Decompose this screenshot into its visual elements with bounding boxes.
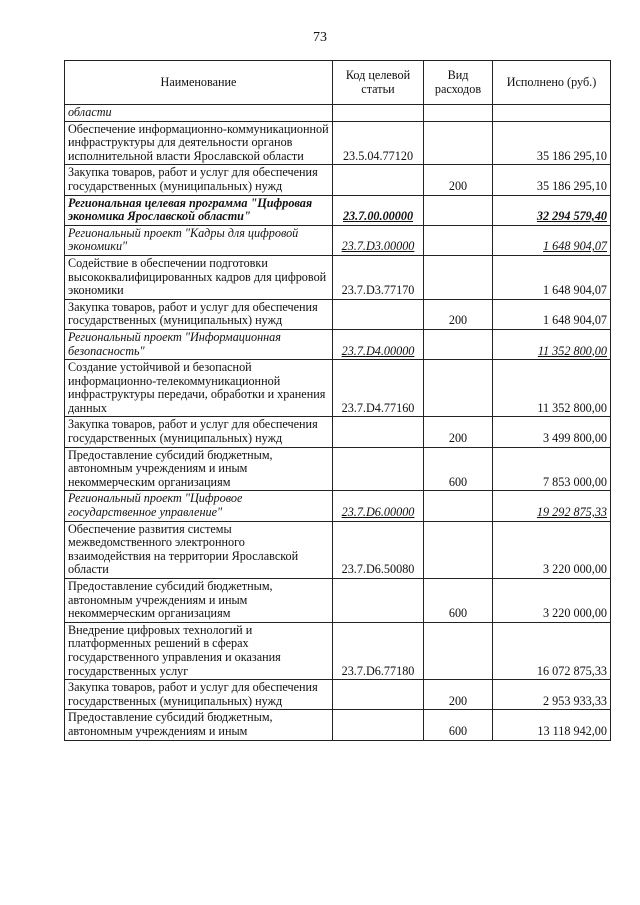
row-code — [333, 329, 424, 359]
row-name — [65, 360, 333, 417]
row-kind — [424, 225, 493, 255]
row-sum-text: 35 186 295,10 — [536, 148, 607, 163]
table-row — [65, 521, 611, 578]
row-sum — [493, 579, 611, 623]
row-sum — [493, 417, 611, 447]
row-name — [65, 329, 333, 359]
row-kind — [424, 579, 493, 623]
header-code: Код целевой статьи — [333, 61, 424, 105]
row-name — [65, 195, 333, 225]
row-sum — [493, 622, 611, 679]
table-row — [65, 195, 611, 225]
table-row — [65, 680, 611, 710]
table-body — [65, 105, 611, 741]
row-name-text: области — [68, 105, 112, 119]
row-code — [333, 299, 424, 329]
row-code — [333, 255, 424, 299]
row-kind — [424, 195, 493, 225]
row-kind — [424, 521, 493, 578]
row-sum-text: 1 648 904,07 — [543, 283, 607, 298]
row-kind — [424, 710, 493, 740]
row-sum — [493, 165, 611, 195]
row-code-text: 23.7.00.00000 — [342, 209, 414, 224]
row-name-text: Региональный проект "Информационная безопасность" — [68, 329, 281, 358]
row-code — [333, 225, 424, 255]
row-sum-text: 11 352 800,00 — [537, 400, 607, 415]
row-kind — [424, 299, 493, 329]
row-sum — [493, 255, 611, 299]
table-row — [65, 710, 611, 740]
header-sum: Исполнено (руб.) — [493, 61, 611, 105]
row-sum — [493, 299, 611, 329]
row-kind-text: 600 — [448, 474, 468, 489]
row-name-text: Создание устойчивой и безопасной информационно-телекоммуникационной инфраструктуры передачи, обработки и хранения данных — [68, 360, 326, 415]
row-name — [65, 622, 333, 679]
row-kind — [424, 491, 493, 521]
row-sum — [493, 447, 611, 491]
row-sum — [493, 360, 611, 417]
row-code — [333, 360, 424, 417]
row-name-text: Содействие в обеспечении подготовки высококвалифицированных кадров для цифровой экономики — [68, 255, 327, 298]
row-code-text: 23.7.D4.00000 — [341, 343, 415, 358]
table-row — [65, 165, 611, 195]
table-row — [65, 121, 611, 165]
row-code-text: 23.5.04.77120 — [342, 148, 414, 163]
row-code-text: 23.7.D3.77170 — [341, 283, 415, 298]
row-code — [333, 121, 424, 165]
row-sum-text: 3 499 800,00 — [543, 431, 607, 446]
row-code-text: 23.7.D6.77180 — [341, 663, 415, 678]
row-sum-text: 1 648 904,07 — [543, 313, 607, 328]
row-kind-text: 600 — [448, 723, 468, 738]
row-sum — [493, 491, 611, 521]
row-code — [333, 710, 424, 740]
row-code — [333, 680, 424, 710]
row-name-text: Закупка товаров, работ и услуг для обеспечения государственных (муниципальных) нужд — [68, 165, 318, 193]
row-sum-text: 32 294 579,40 — [536, 209, 607, 224]
row-sum-text: 35 186 295,10 — [536, 178, 607, 193]
row-sum — [493, 195, 611, 225]
row-sum-text: 13 118 942,00 — [537, 723, 607, 738]
row-code — [333, 165, 424, 195]
row-kind-text: 200 — [448, 431, 468, 446]
row-kind — [424, 105, 493, 122]
row-kind — [424, 329, 493, 359]
row-sum-text: 11 352 800,00 — [537, 343, 607, 358]
row-sum — [493, 710, 611, 740]
row-kind-text: 200 — [448, 693, 468, 708]
row-name-text: Обеспечение информационно-коммуникационной инфраструктуры для деятельности органов исполнительной власти Ярославской области — [68, 121, 329, 163]
row-sum-text: 3 220 000,00 — [543, 562, 607, 577]
row-kind — [424, 255, 493, 299]
row-code — [333, 622, 424, 679]
row-sum — [493, 329, 611, 359]
table-row — [65, 491, 611, 521]
row-name-text: Предоставление субсидий бюджетным, автономным учреждениям и иным — [68, 710, 273, 738]
header-kind: Вид расходов — [424, 61, 493, 105]
row-code-text: 23.7.D4.77160 — [341, 400, 415, 415]
row-kind-text: 200 — [448, 178, 468, 193]
table-row — [65, 622, 611, 679]
row-kind — [424, 417, 493, 447]
row-code — [333, 579, 424, 623]
row-name-text: Региональная целевая программа "Цифровая экономика Ярославской области" — [68, 195, 313, 224]
row-kind — [424, 680, 493, 710]
row-name — [65, 121, 333, 165]
row-name — [65, 299, 333, 329]
table-row — [65, 579, 611, 623]
row-name — [65, 255, 333, 299]
row-code — [333, 417, 424, 447]
row-code-text: 23.7.D3.00000 — [341, 239, 415, 254]
row-name — [65, 225, 333, 255]
table-row — [65, 447, 611, 491]
row-name — [65, 710, 333, 740]
row-name — [65, 521, 333, 578]
table-header-row — [65, 61, 611, 105]
row-sum-text: 16 072 875,33 — [536, 663, 607, 678]
row-kind — [424, 447, 493, 491]
row-sum-text: 7 853 000,00 — [543, 474, 607, 489]
budget-table — [64, 60, 611, 741]
row-name-text: Закупка товаров, работ и услуг для обеспечения государственных (муниципальных) нужд — [68, 680, 318, 708]
row-name-text: Предоставление субсидий бюджетным, автономным учреждениям и иным некоммерческим организациям — [68, 447, 273, 489]
row-code — [333, 491, 424, 521]
table-row — [65, 417, 611, 447]
row-sum-text: 19 292 875,33 — [536, 505, 607, 520]
row-name — [65, 165, 333, 195]
row-name-text: Предоставление субсидий бюджетным, автономным учреждениям и иным некоммерческим организациям — [68, 579, 273, 621]
table-row — [65, 329, 611, 359]
table-row — [65, 360, 611, 417]
row-sum-text: 1 648 904,07 — [543, 239, 607, 254]
row-kind-text: 600 — [448, 606, 468, 621]
row-sum-text: 2 953 933,33 — [543, 693, 607, 708]
row-kind — [424, 121, 493, 165]
row-name — [65, 491, 333, 521]
row-code — [333, 521, 424, 578]
row-code — [333, 195, 424, 225]
row-code-text: 23.7.D6.50080 — [341, 562, 415, 577]
row-name-text: Внедрение цифровых технологий и платформенных решений в сферах государственного управления и оказания государственных услуг — [68, 622, 281, 678]
row-name-text: Обеспечение развития системы межведомственного электронного взаимодействия на территории Ярославской области — [68, 521, 299, 577]
row-kind-text: 200 — [448, 313, 468, 328]
row-name — [65, 447, 333, 491]
row-name — [65, 680, 333, 710]
row-name-text: Закупка товаров, работ и услуг для обеспечения государственных (муниципальных) нужд — [68, 299, 318, 328]
row-name-text: Закупка товаров, работ и услуг для обеспечения государственных (муниципальных) нужд — [68, 417, 318, 446]
row-sum — [493, 521, 611, 578]
row-kind — [424, 360, 493, 417]
table-row — [65, 255, 611, 299]
row-name — [65, 417, 333, 447]
row-kind — [424, 165, 493, 195]
table-row — [65, 299, 611, 329]
row-name-text: Региональный проект "Кадры для цифровой экономики" — [68, 225, 299, 254]
table-row — [65, 105, 611, 122]
row-sum — [493, 225, 611, 255]
row-sum-text: 3 220 000,00 — [543, 606, 607, 621]
row-name — [65, 105, 333, 122]
row-code — [333, 105, 424, 122]
row-code — [333, 447, 424, 491]
row-sum — [493, 121, 611, 165]
row-code-text: 23.7.D6.00000 — [341, 505, 415, 520]
row-sum — [493, 680, 611, 710]
row-name-text: Региональный проект "Цифровое государственное управление" — [68, 491, 243, 520]
row-kind — [424, 622, 493, 679]
page-number: 73 — [313, 30, 327, 45]
row-sum — [493, 105, 611, 122]
header-name: Наименование — [65, 61, 333, 105]
row-name — [65, 579, 333, 623]
table-row — [65, 225, 611, 255]
